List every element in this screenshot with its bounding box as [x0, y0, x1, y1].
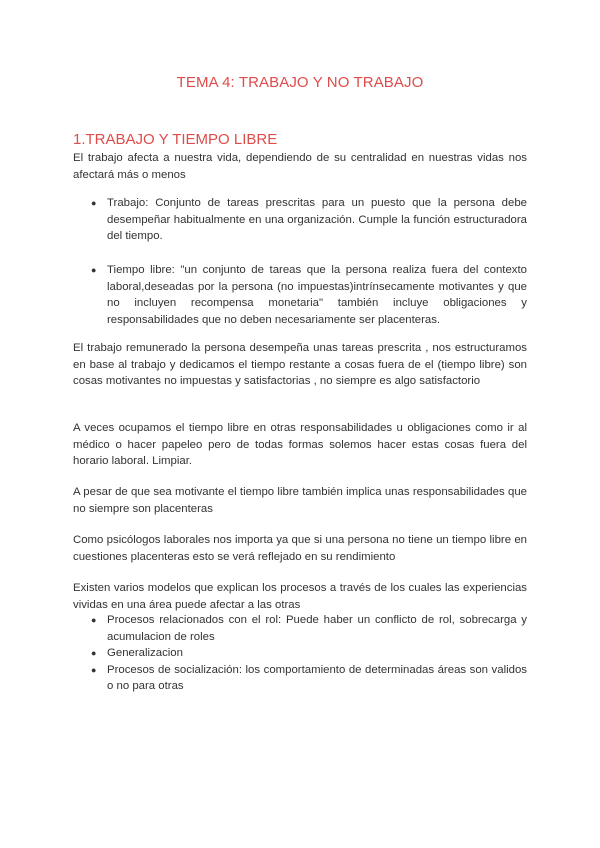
list-item-text: Procesos de socialización: los comportamiento de determinadas áreas son validos o no para otras	[107, 663, 527, 693]
list-item	[0, 195, 527, 245]
list-item	[0, 612, 527, 645]
definitions-list	[0, 195, 600, 245]
paragraph-5: Existen varios modelos que explican los procesos a través de los cuales las experiencias vividas en una área puede afectar a las otras	[73, 582, 527, 611]
intro-paragraph: El trabajo afecta a nuestra vida, dependiendo de su centralidad en nuestras vidas nos afectará más o menos	[73, 152, 527, 181]
list-item-text: Trabajo: Conjunto de tareas prescritas para un puesto que la persona debe desempeñar habitualmente en una organización. Cumple la función estructuradora del tiempo.	[107, 197, 527, 243]
bullet-icon: ●	[91, 265, 97, 275]
bullet-icon: ●	[91, 615, 97, 625]
bullet-icon: ●	[91, 648, 97, 659]
list-item	[0, 262, 527, 328]
paragraph-3: A pesar de que sea motivante el tiempo libre también implica unas responsabilidades que no siempre son placenteras	[73, 486, 527, 515]
bullet-icon: ●	[91, 198, 97, 208]
paragraph-2: A veces ocupamos el tiempo libre en otras responsabilidades u obligaciones como ir al médico o hacer papeleo pero de todas formas solemos hacer estas cosas fuera del horario laboral. Limpiar.	[73, 422, 527, 468]
list-item-text: Procesos relacionados con el rol: Puede haber un conflicto de rol, sobrecarga y acumulacion de roles	[107, 614, 527, 643]
document-title: TEMA 4: TRABAJO Y NO TRABAJO	[176, 74, 424, 91]
list-item	[0, 662, 527, 695]
processes-list	[0, 612, 600, 695]
list-item	[0, 645, 527, 662]
paragraph-4: Como psicólogos laborales nos importa ya que si una persona no tiene un tiempo libre en cuestiones placenteras esto se verá reflejado en su rendimiento	[73, 534, 527, 563]
paragraph-1: El trabajo remunerado la persona desempeña unas tareas prescrita , nos estructuramos en base al trabajo y dedicamos el tiempo restante a cosas fuera de el (tiempo libre) son cosas motivantes no impuestas y satisfactorias , no siempre es algo satisfactorio	[73, 342, 527, 388]
bullet-icon: ●	[91, 664, 97, 675]
section-heading: 1.TRABAJO Y TIEMPO LIBRE	[73, 131, 278, 148]
definitions-list-2	[0, 262, 600, 328]
list-item-text: Tiempo libre: "un conjunto de tareas que la persona realiza fuera del contexto laboral,deseadas por la persona (no impuestas)intrínsecamente motivantes y que no incluyen recompensa monetaria" también incluye obligaciones y responsabilidades que no deben necesariamente ser placenteras.	[107, 264, 527, 326]
list-item-text: Generalizacion	[107, 647, 183, 660]
